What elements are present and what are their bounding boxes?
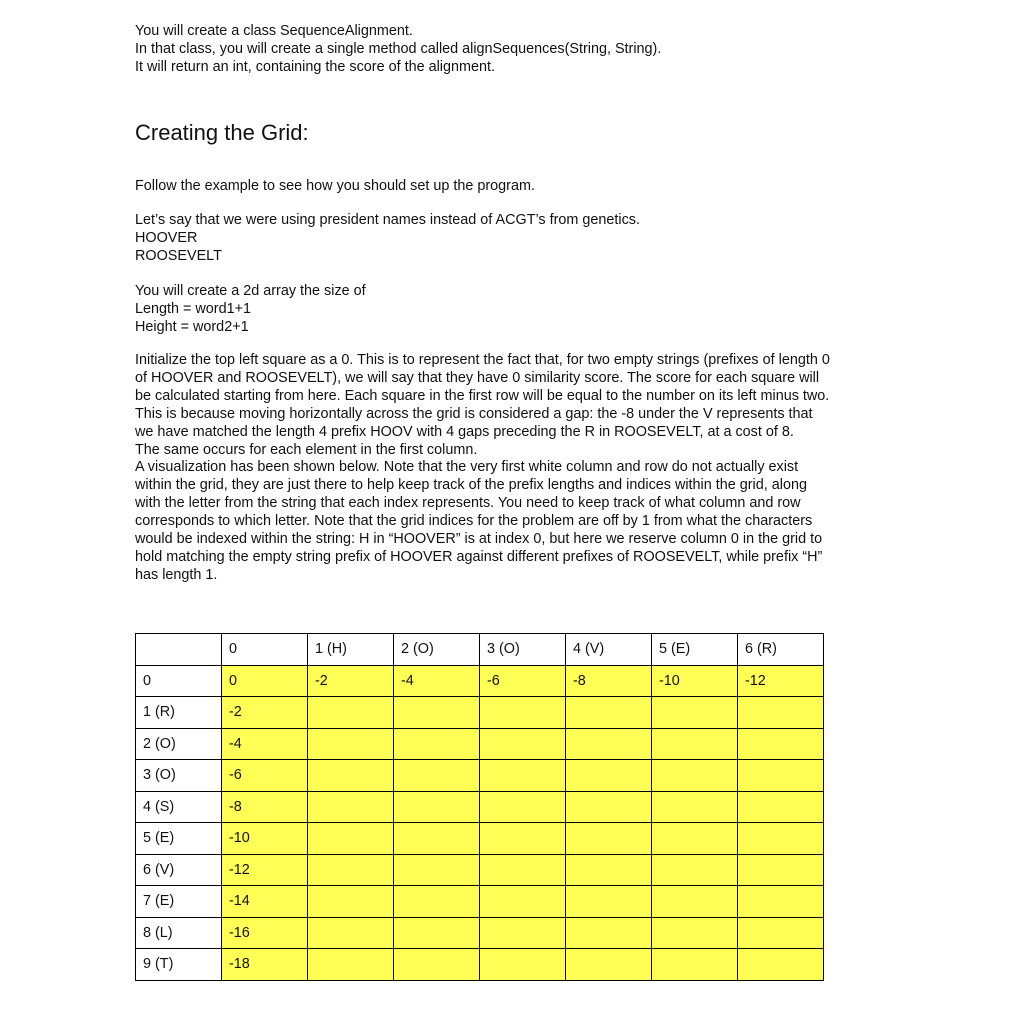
grid-cell [480, 917, 566, 949]
grid-row-label: 7 (E) [136, 886, 222, 918]
grid-cell: -18 [222, 949, 308, 981]
grid-cell: -8 [566, 665, 652, 697]
grid-cell [480, 949, 566, 981]
grid-cell [652, 823, 738, 855]
grid-cell: -10 [652, 665, 738, 697]
grid-row-label: 9 (T) [136, 949, 222, 981]
grid-cell [652, 917, 738, 949]
grid-cell [308, 949, 394, 981]
grid-row-label: 0 [136, 665, 222, 697]
grid-cell: -12 [738, 665, 824, 697]
grid-cell [738, 949, 824, 981]
grid-cell [480, 791, 566, 823]
grid-cell [738, 791, 824, 823]
grid-cell [394, 791, 480, 823]
grid-cell: -6 [222, 760, 308, 792]
grid-cell [652, 760, 738, 792]
follow-text [135, 177, 535, 195]
grid-header-row [136, 634, 824, 666]
grid-cell [480, 697, 566, 729]
grid-row-label: 4 (S) [136, 791, 222, 823]
grid-cell [308, 886, 394, 918]
grid-cell [394, 917, 480, 949]
example-block [135, 211, 640, 265]
grid-cell [652, 697, 738, 729]
grid-cell [738, 917, 824, 949]
follow-line: Follow the example to see how you should set up the program. [135, 178, 535, 194]
grid-cell [394, 886, 480, 918]
grid-cell: -2 [222, 697, 308, 729]
grid-cell [480, 760, 566, 792]
intro-block [135, 22, 661, 76]
grid-cell [394, 697, 480, 729]
grid-row-label: 5 (E) [136, 823, 222, 855]
grid-cell: -4 [222, 728, 308, 760]
grid-cell [308, 760, 394, 792]
grid-cell [738, 760, 824, 792]
explanation-paragraph-3: A visualization has been shown below. Note that the very first white column and row do not actually exist within the grid, they are just there to help keep track of the prefix lengths and indices within the grid, along with the letter from the string that each index represents. You need to keep track of what column and row corresponds to which letter. Note that the grid indices for the problem are off by 1 from what the characters would be indexed within the string: H in “HOOVER” is at index 0, but here we reserve column 0 in the grid to hold matching the empty string prefix of HOOVER against different prefixes of ROOSEVELT, while prefix “H” has length 1. [135, 459, 823, 583]
intro-line-3: It will return an int, containing the score of the alignment. [135, 59, 495, 75]
grid-cell [566, 823, 652, 855]
grid-cell [394, 854, 480, 886]
alignment-grid [135, 633, 824, 981]
grid-column-label: 1 (H) [308, 634, 394, 666]
grid-column-label: 3 (O) [480, 634, 566, 666]
grid-corner-cell [136, 634, 222, 666]
grid-cell [394, 949, 480, 981]
grid-cell [308, 791, 394, 823]
grid-cell [652, 886, 738, 918]
grid-row [136, 854, 824, 886]
grid-cell [394, 760, 480, 792]
array-height: Height = word2+1 [135, 319, 249, 335]
example-word1: HOOVER [135, 230, 198, 246]
grid-cell [308, 823, 394, 855]
grid-cell [480, 886, 566, 918]
grid-cell [738, 697, 824, 729]
grid-cell [566, 791, 652, 823]
grid-column-label: 2 (O) [394, 634, 480, 666]
grid-row-label: 6 (V) [136, 854, 222, 886]
explanation-paragraph-1: Initialize the top left square as a 0. This is to represent the fact that, for two empty strings (prefixes of length 0 of HOOVER and ROOSEVELT), we will say that they have 0 similarity score. The score for each square will be calculated starting from here. Each square in the first row will be equal to the number on its left minus two. This is because moving horizontally across the grid is considered a gap: the -8 under the V represents that we have matched the length 4 prefix HOOV with 4 gaps preceding the R in ROOSEVELT, at a cost of 8. [135, 352, 830, 440]
grid-cell: -8 [222, 791, 308, 823]
grid-cell [308, 854, 394, 886]
grid-cell [308, 728, 394, 760]
grid-cell [566, 886, 652, 918]
grid-column-label: 6 (R) [738, 634, 824, 666]
grid-cell [566, 854, 652, 886]
grid-cell: -10 [222, 823, 308, 855]
section-heading: Creating the Grid: [135, 120, 309, 145]
grid-cell [566, 917, 652, 949]
grid-row-label: 8 (L) [136, 917, 222, 949]
grid-cell: -4 [394, 665, 480, 697]
example-word2: ROOSEVELT [135, 248, 222, 264]
grid-row [136, 791, 824, 823]
grid-cell: -14 [222, 886, 308, 918]
grid-row [136, 886, 824, 918]
grid-cell: -16 [222, 917, 308, 949]
grid-row [136, 697, 824, 729]
grid-row [136, 823, 824, 855]
grid-cell [566, 949, 652, 981]
explanation-paragraph-2: The same occurs for each element in the first column. [135, 441, 478, 458]
array-line: You will create a 2d array the size of [135, 283, 366, 299]
grid-cell [308, 917, 394, 949]
grid-cell [308, 697, 394, 729]
intro-line-2: In that class, you will create a single method called alignSequences(String, String). [135, 41, 662, 57]
grid-cell [738, 728, 824, 760]
grid-row-label: 1 (R) [136, 697, 222, 729]
example-line: Let’s say that we were using president names instead of ACGT’s from genetics. [135, 212, 640, 228]
grid-cell [566, 760, 652, 792]
grid-row [136, 917, 824, 949]
grid-cell: 0 [222, 665, 308, 697]
array-block [135, 282, 366, 336]
grid-cell [652, 949, 738, 981]
grid-cell [738, 886, 824, 918]
grid-cell [480, 823, 566, 855]
explanation-block [135, 352, 830, 585]
grid-row-label: 3 (O) [136, 760, 222, 792]
grid-cell [652, 728, 738, 760]
grid-column-label: 0 [222, 634, 308, 666]
grid-column-label: 4 (V) [566, 634, 652, 666]
grid-cell [394, 728, 480, 760]
grid-cell [480, 728, 566, 760]
grid-column-label: 5 (E) [652, 634, 738, 666]
intro-line-1: You will create a class SequenceAlignment. [135, 23, 413, 39]
grid-cell [566, 728, 652, 760]
grid-row-label: 2 (O) [136, 728, 222, 760]
grid-cell [566, 697, 652, 729]
grid-cell: -2 [308, 665, 394, 697]
grid-cell [480, 854, 566, 886]
grid-row [136, 728, 824, 760]
grid-row [136, 760, 824, 792]
grid-cell [394, 823, 480, 855]
grid-row [136, 949, 824, 981]
grid-cell [738, 823, 824, 855]
grid-cell [738, 854, 824, 886]
grid-cell: -12 [222, 854, 308, 886]
grid-row [136, 665, 824, 697]
grid-cell [652, 791, 738, 823]
grid-cell [652, 854, 738, 886]
grid-cell: -6 [480, 665, 566, 697]
array-length: Length = word1+1 [135, 301, 252, 317]
